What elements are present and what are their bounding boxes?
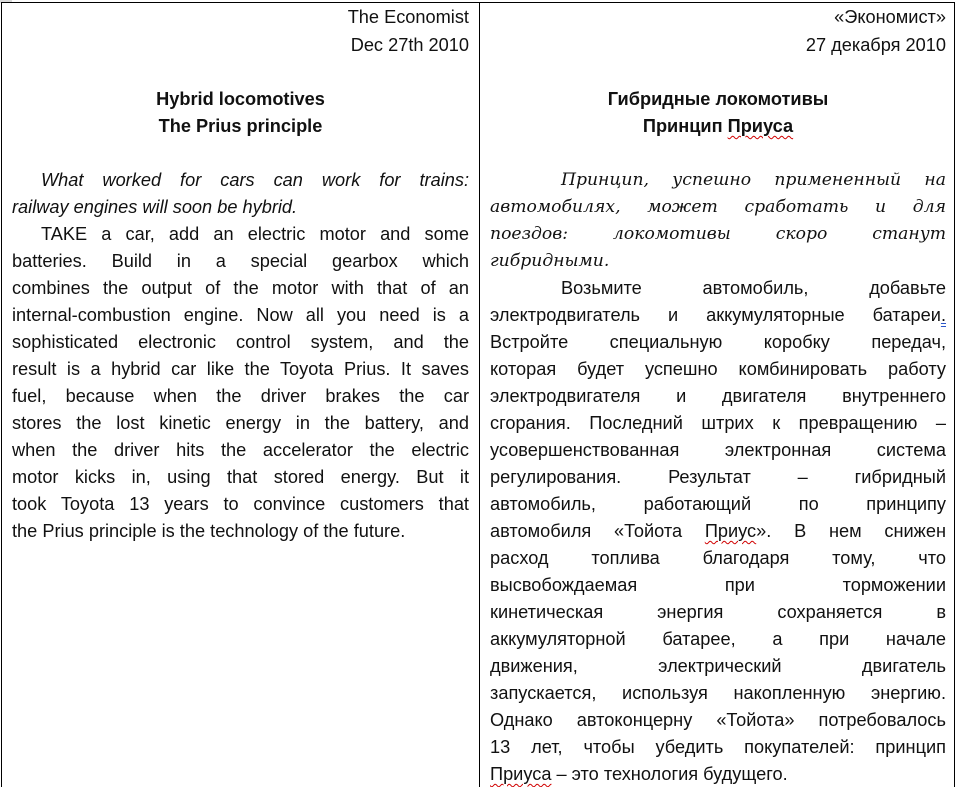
body-paragraph: [490, 275, 946, 787]
headline: Hybrid locomotives: [156, 89, 325, 109]
body-line: кинетическая энергия сохраняется в: [490, 602, 946, 622]
body-line: sophisticated electronic control system, and the: [12, 332, 469, 352]
body-line: internal-combustion engine. Now all you need is a: [12, 305, 469, 325]
blank-line: [490, 140, 946, 167]
body-line: запускается, используя накопленную энергию.: [490, 683, 946, 703]
body-paragraph: [12, 221, 469, 545]
body-line-text: электродвигатель и аккумуляторные батареи: [490, 305, 941, 325]
body-line: Однако автоконцерну «Тойота» потребовалось: [490, 710, 946, 730]
body-line: расход топлива благодаря тому, что: [490, 548, 946, 568]
spelling-flagged-word[interactable]: Приуса: [727, 116, 794, 136]
body-line: took Toyota 13 years to convince customers that: [12, 494, 469, 514]
body-line: регулирования. Результат – гибридный: [490, 467, 946, 487]
body-line: аккумуляторной батарее, а при начале: [490, 629, 946, 649]
lede-line: поездов: локомотивы скоро станут: [490, 224, 946, 244]
body-line: TAKE a car, add an electric motor and some: [41, 224, 469, 244]
lede-line: Принцип, успешно примененный на: [561, 170, 946, 190]
lede-line: railway engines will soon be hybrid.: [12, 197, 298, 217]
lede-line: гибридными.: [490, 251, 610, 271]
english-column-cell[interactable]: [2, 3, 480, 787]
body-line: fuel, because when the driver brakes the car: [12, 386, 469, 406]
body-line: электродвигателя и двигателя внутреннего: [490, 386, 946, 406]
body-line: stores the lost kinetic energy in the battery, and: [12, 413, 469, 433]
subheadline: [490, 113, 946, 140]
body-line: when the driver hits the accelerator the electric: [12, 440, 469, 460]
body-line: the Prius principle is the technology of the future.: [12, 521, 406, 541]
body-line: 13 лет, чтобы убедить покупателей: принцип: [490, 737, 946, 757]
body-line: автомобиль, работающий по принципу: [490, 494, 946, 514]
source-line: The Economist: [347, 7, 469, 27]
body-line: [490, 302, 946, 329]
date-line: Dec 27th 2010: [350, 35, 469, 55]
lede-line: автомобилях, может сработать и для: [490, 197, 946, 217]
body-line: движения, электрический двигатель: [490, 656, 946, 676]
grammar-flagged-char[interactable]: .: [940, 305, 946, 325]
russian-column-cell[interactable]: [480, 3, 954, 787]
body-line: высвобождаемая при торможении: [490, 575, 946, 595]
blank-line: [12, 59, 469, 86]
body-line: Возьмите автомобиль, добавьте: [561, 278, 946, 298]
subheadline: The Prius principle: [158, 116, 323, 136]
blank-line: [12, 140, 469, 167]
body-line: batteries. Build in a special gearbox which: [12, 251, 469, 271]
body-line: [490, 761, 946, 787]
body-line-text: автомобиля «Тойота: [490, 521, 705, 541]
body-line-text: ». В нем снижен: [756, 521, 946, 541]
spelling-flagged-word[interactable]: Приуса: [490, 764, 552, 784]
subheadline-text: Принцип: [642, 116, 728, 136]
body-line: Встройте специальную коробку передач,: [490, 332, 946, 352]
blank-line: [490, 59, 946, 86]
body-line: motor kicks in, using that stored energy. But it: [12, 467, 469, 487]
translation-table: [1, 2, 955, 787]
body-line: combines the output of the motor with that of an: [12, 278, 469, 298]
lede-paragraph: [490, 167, 946, 275]
body-line: result is a hybrid car like the Toyota Prius. It saves: [12, 359, 469, 379]
body-line-text: – это технология будущего.: [551, 764, 788, 784]
body-line: усовершенствованная электронная система: [490, 440, 946, 460]
source-line: «Экономист»: [834, 7, 946, 27]
body-line: которая будет успешно комбинировать работу: [490, 359, 946, 379]
body-line: [490, 518, 946, 545]
spelling-flagged-word[interactable]: Приус: [704, 521, 757, 541]
date-line: 27 декабря 2010: [805, 35, 946, 55]
headline: Гибридные локомотивы: [607, 89, 829, 109]
lede-line: What worked for cars can work for trains:: [41, 170, 469, 190]
lede-paragraph: [12, 167, 469, 221]
body-line: сгорания. Последний штрих к превращению –: [490, 413, 946, 433]
